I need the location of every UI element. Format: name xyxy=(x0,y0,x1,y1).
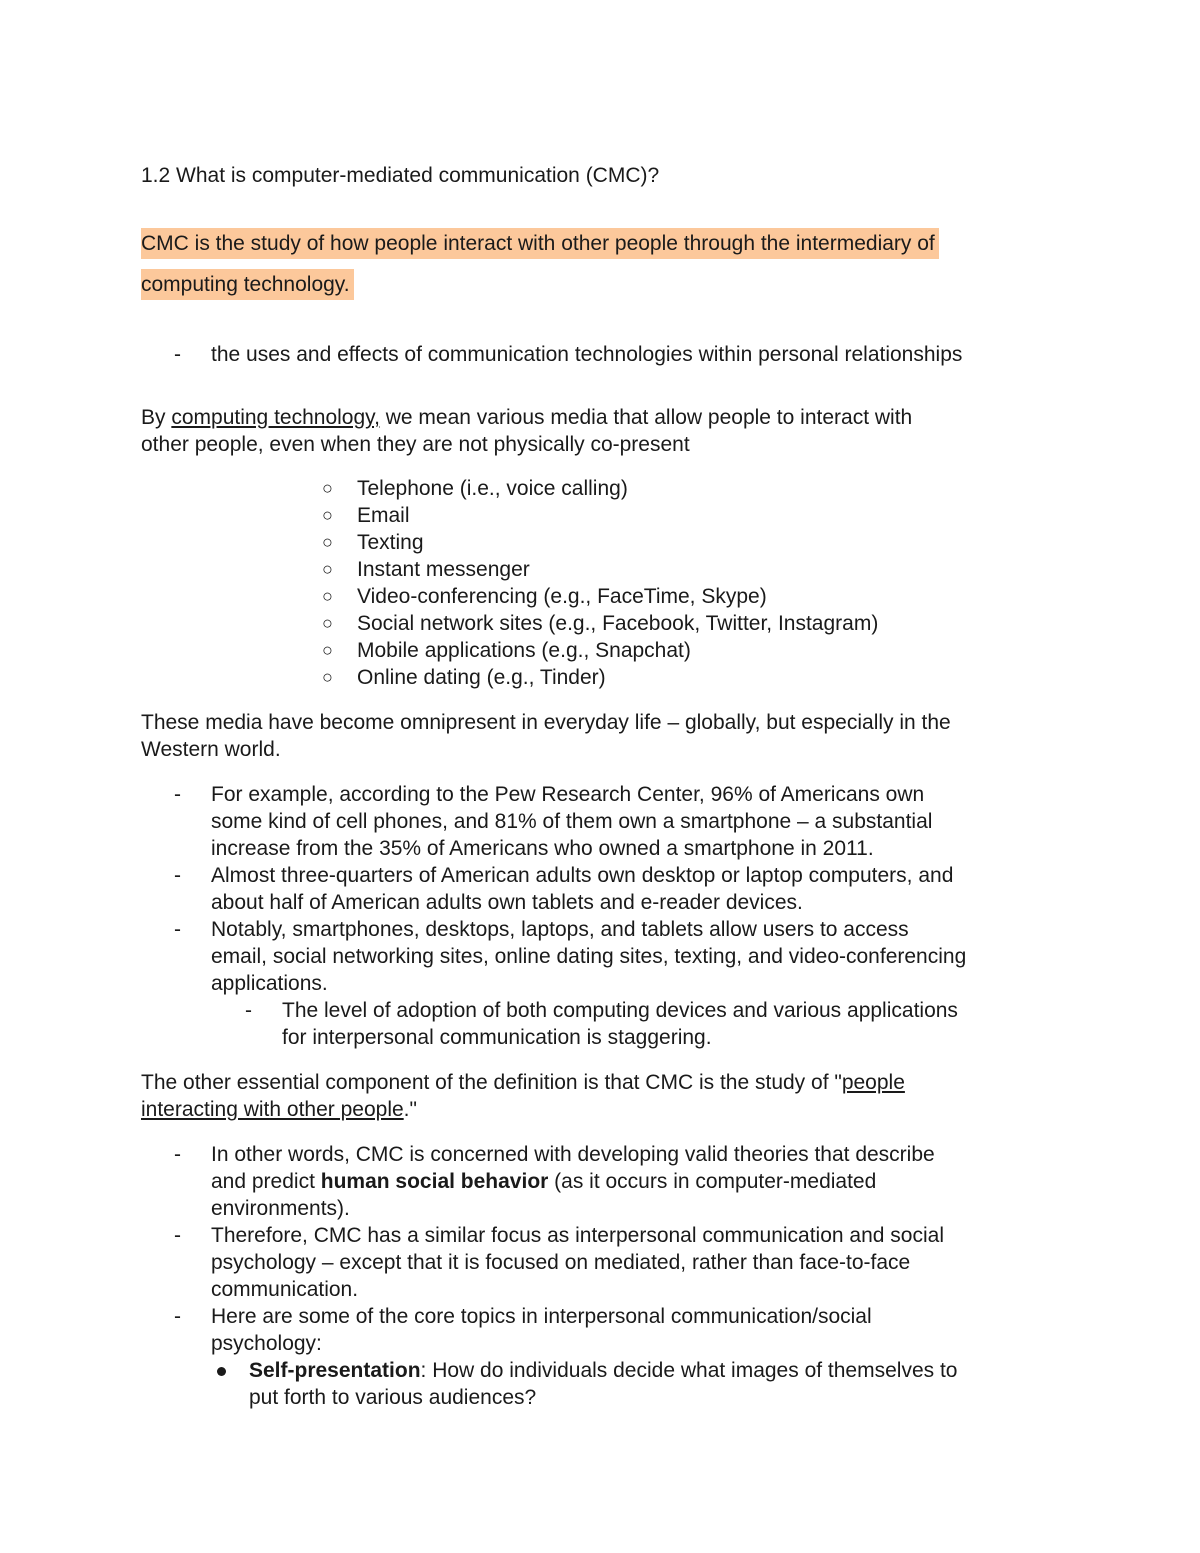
paragraph-essential-component xyxy=(141,1069,1061,1123)
dash-marker: - xyxy=(174,1143,181,1166)
para2-line-2: Western world. xyxy=(141,738,281,761)
list-item xyxy=(141,862,1061,916)
point-2-line-3: communication. xyxy=(211,1278,359,1301)
stat-1-line-2: some kind of cell phones, and 81% of them own a smartphone – a substantial xyxy=(211,810,933,833)
list-item xyxy=(141,475,1061,502)
topic-line-2: put forth to various audiences? xyxy=(249,1386,537,1409)
point-2-line-1: Therefore, CMC has a similar focus as interpersonal communication and social xyxy=(211,1224,944,1247)
point-3-line-1: Here are some of the core topics in interpersonal communication/social xyxy=(211,1305,872,1328)
list-item xyxy=(141,1222,1061,1303)
circle-bullet-icon: ○ xyxy=(322,640,333,660)
list-item-text: Telephone (i.e., voice calling) xyxy=(357,477,628,500)
dash-marker: - xyxy=(174,918,181,941)
paragraph-omnipresent xyxy=(141,709,1061,763)
topic-line-1: : How do individuals decide what images of themselves to xyxy=(420,1359,958,1382)
circle-bullet-icon: ○ xyxy=(322,586,333,606)
stats-list xyxy=(141,781,1061,1051)
circle-bullet-icon: ○ xyxy=(322,613,333,633)
list-item xyxy=(141,664,1061,691)
circle-bullet-icon: ○ xyxy=(322,559,333,579)
stat-2-line-2: about half of American adults own tablets and e-reader devices. xyxy=(211,891,803,914)
point-1-line-1: In other words, CMC is concerned with developing valid theories that describe xyxy=(211,1143,935,1166)
dash-marker: - xyxy=(174,1224,181,1247)
para3-prefix: The other essential component of the definition is that CMC is the study of " xyxy=(141,1071,842,1094)
topic-term: Self-presentation xyxy=(249,1359,421,1382)
stat-1-line-3: increase from the 35% of Americans who owned a smartphone in 2011. xyxy=(211,837,874,860)
definition-highlight xyxy=(141,223,1061,305)
list-item xyxy=(141,556,1061,583)
list-item-text: Social network sites (e.g., Facebook, Twitter, Instagram) xyxy=(357,612,879,635)
sub-point-line-1: The level of adoption of both computing devices and various applications xyxy=(282,999,958,1022)
definition-note-text: the uses and effects of communication technologies within personal relationships xyxy=(211,343,963,366)
list-item-text: Video-conferencing (e.g., FaceTime, Skype) xyxy=(357,585,767,608)
para3-underlined-2: interacting with other people xyxy=(141,1098,404,1121)
section-heading: 1.2 What is computer-mediated communication (CMC)? xyxy=(141,164,660,187)
para2-line-1: These media have become omnipresent in everyday life – globally, but especially in the xyxy=(141,711,951,734)
bullet-dot-icon xyxy=(217,1367,226,1376)
dash-marker: - xyxy=(174,343,181,366)
list-item xyxy=(141,502,1061,529)
list-item xyxy=(141,610,1061,637)
circle-bullet-icon: ○ xyxy=(322,667,333,687)
dash-marker: - xyxy=(174,864,181,887)
point-3-line-2: psychology: xyxy=(211,1332,322,1355)
stat-3-line-2: email, social networking sites, online dating sites, texting, and video-conferencing xyxy=(211,945,967,968)
list-item xyxy=(141,1357,1061,1411)
point-1-line-3: environments). xyxy=(211,1197,350,1220)
para1-suffix: we mean various media that allow people to interact with xyxy=(379,406,913,429)
list-item-text: Email xyxy=(357,504,410,527)
list-item xyxy=(141,529,1061,556)
circle-bullet-icon: ○ xyxy=(322,532,333,552)
stat-2-line-1: Almost three-quarters of American adults own desktop or laptop computers, and xyxy=(211,864,954,887)
points-list xyxy=(141,1141,1061,1411)
definition-line-2: computing technology. xyxy=(141,269,354,300)
dash-marker: - xyxy=(245,999,252,1022)
stat-1-line-1: For example, according to the Pew Research Center, 96% of Americans own xyxy=(211,783,925,806)
para3-suffix: ." xyxy=(403,1098,417,1121)
media-list xyxy=(141,475,1061,691)
dash-marker: - xyxy=(174,783,181,806)
sub-point-line-2: for interpersonal communication is staggering. xyxy=(282,1026,712,1049)
list-item xyxy=(141,997,1061,1051)
list-item-text: Instant messenger xyxy=(357,558,530,581)
para3-underlined-1: people xyxy=(841,1071,905,1094)
list-item xyxy=(141,637,1061,664)
para1-line-2: other people, even when they are not physically co-present xyxy=(141,433,690,456)
circle-bullet-icon: ○ xyxy=(322,505,333,525)
list-item xyxy=(141,1141,1061,1222)
point-1-bold: human social behavior xyxy=(320,1170,549,1193)
para1-underlined: computing technology, xyxy=(171,406,380,429)
list-item-text: Online dating (e.g., Tinder) xyxy=(357,666,606,689)
dash-marker: - xyxy=(174,1305,181,1328)
point-1-line-2-post: (as it occurs in computer-mediated xyxy=(548,1170,877,1193)
definition-line-1: CMC is the study of how people interact with other people through the intermediary of xyxy=(141,228,939,259)
stat-3-line-1: Notably, smartphones, desktops, laptops, and tablets allow users to access xyxy=(211,918,909,941)
paragraph-computing-technology xyxy=(141,404,1061,458)
list-item xyxy=(141,916,1061,997)
definition-note xyxy=(141,341,1061,368)
circle-bullet-icon: ○ xyxy=(322,478,333,498)
point-1-line-2-pre: and predict xyxy=(211,1170,321,1193)
list-item-text: Texting xyxy=(357,531,424,554)
document-page xyxy=(141,162,1061,1411)
list-item-text: Mobile applications (e.g., Snapchat) xyxy=(357,639,691,662)
list-item xyxy=(141,583,1061,610)
point-2-line-2: psychology – except that it is focused on mediated, rather than face-to-face xyxy=(211,1251,911,1274)
list-item xyxy=(141,1303,1061,1357)
list-item xyxy=(141,781,1061,862)
para1-prefix: By xyxy=(141,406,172,429)
stat-3-line-3: applications. xyxy=(211,972,328,995)
